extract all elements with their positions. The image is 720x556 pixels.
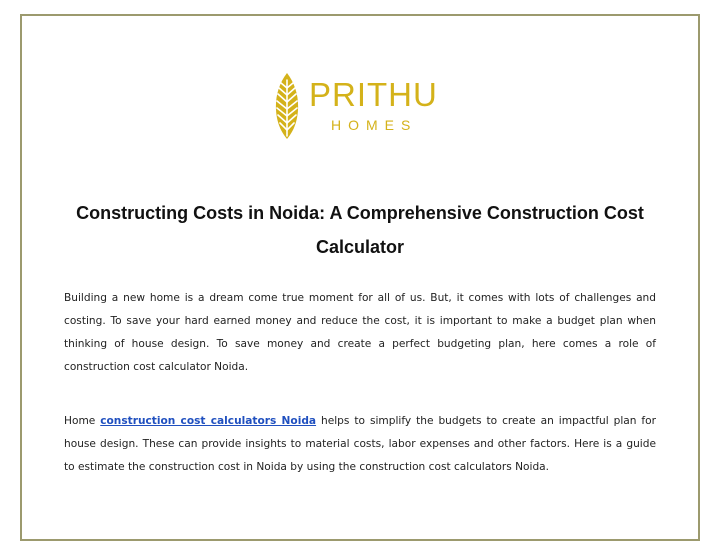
company-logo xyxy=(273,72,453,142)
calculator-paragraph xyxy=(64,410,656,479)
logo-wordmark: PRITHU xyxy=(309,76,438,113)
logo-subtitle: HOMES xyxy=(331,117,418,133)
paragraph-text-end: helps to simplify the budgets to create an impactful plan for house design. These can provide insights to material costs, labor expenses and other factors. Here is a guide to estimate the construction cost in Noida by using the construction cost calculators Noida. xyxy=(64,415,656,473)
leaf-icon xyxy=(273,72,301,140)
paragraph-text-start: Home xyxy=(64,415,101,427)
page-title: Constructing Costs in Noida: A Comprehensive Construction Cost Calculator xyxy=(76,203,644,257)
calculator-link[interactable]: construction cost calculators Noida xyxy=(100,415,317,427)
intro-paragraph: Building a new home is a dream come true moment for all of us. But, it comes with lots of challenges and costing. To save your hard earned money and reduce the cost, it is important to make a budget plan when thinking of house design. To save money and create a perfect budgeting plan, here comes a role of construction cost calculator Noida. xyxy=(64,292,656,373)
